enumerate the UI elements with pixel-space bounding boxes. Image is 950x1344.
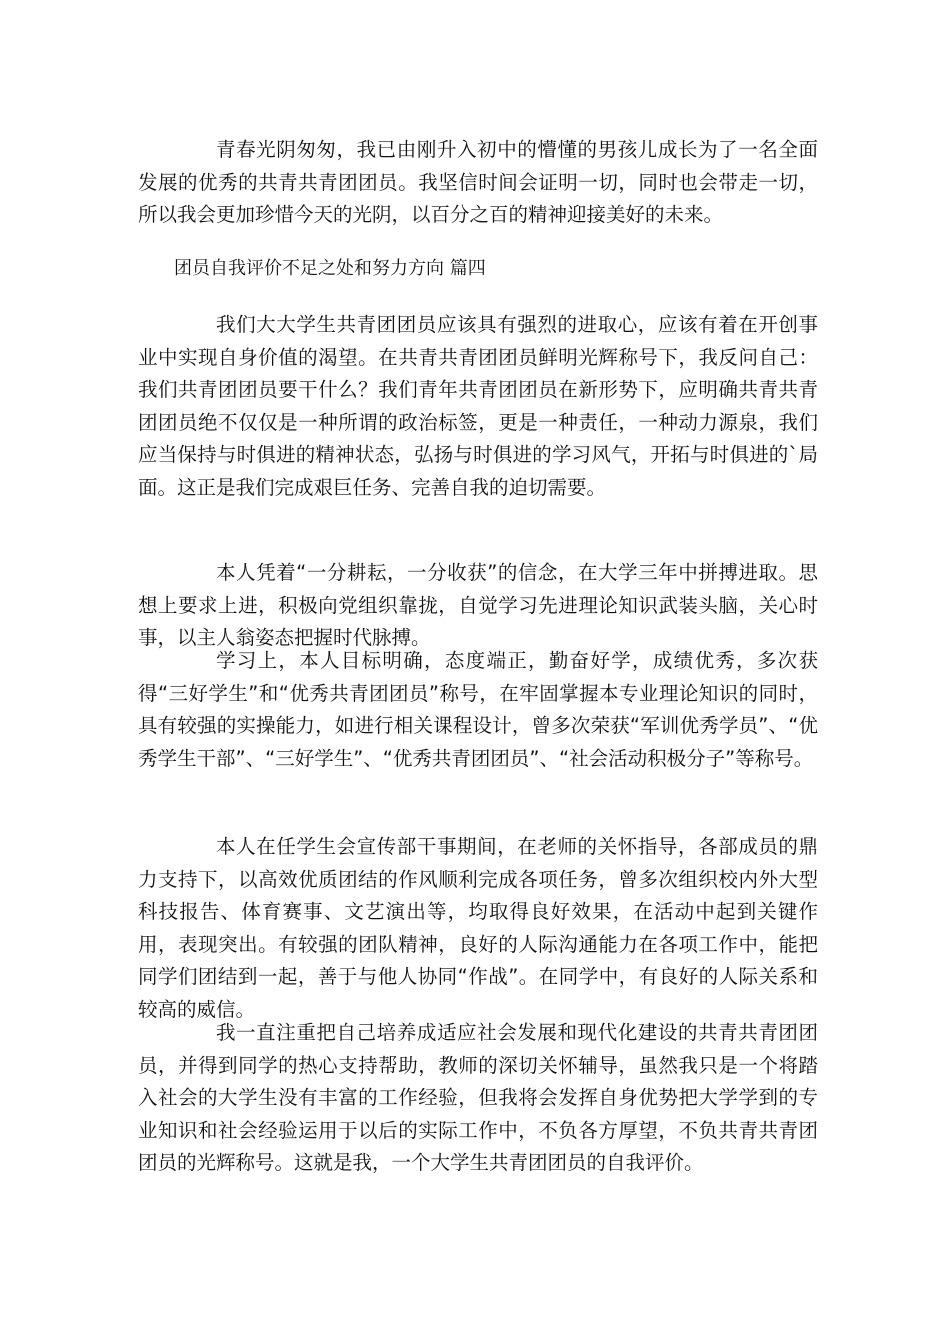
section-heading-text: 团员自我评价不足之处和努力方向 篇四 — [174, 258, 486, 279]
paragraph-text: 我们大大学生共青团团员应该具有强烈的进取心，应该有着在开创事业中实现自身价值的渴望。在共青共青团团员鲜明光辉称号下，我反问自己：我们共青团团员要干什么？我们青年共青团团员在新形势下，应明确共青共青团团员绝不仅仅是一种所谓的政治标签，更是一种责任，一种动力源泉，我们应当保持与时俱进的精神状态，弘扬与时俱进的学习风气，开拓与时俱进的`局面。这正是我们完成艰巨任务、完善自我的迫切需要。 — [138, 313, 818, 499]
paragraph-text: 我一直注重把自己培养成适应社会发展和现代化建设的共青共青团团员，并得到同学的热心支持帮助，教师的深切关怀辅导，虽然我只是一个将踏入社会的大学生没有丰富的工作经验，但我将会发挥自身优势把大学学到的专业知识和社会经验运用于以后的实际工作中，不负各方厚望，不负共青共青团团员的光辉称号。这就是我，一个大学生共青团团员的自我评价。 — [138, 1021, 818, 1174]
section-heading — [138, 253, 818, 285]
paragraph-text: 本人凭着“一分耕耘，一分收获”的信念，在大学三年中拼搏进取。思想上要求上进，积极向党组织靠拢，自觉学习先进理论知识武装头脑，关心时事，以主人翁姿态把握时代脉搏。 — [138, 561, 818, 649]
paragraph-text: 青春光阴匆匆，我已由刚升入初中的懵懂的男孩儿成长为了一名全面发展的优秀的共青共青团团员。我坚信时间会证明一切，同时也会带走一切，所以我会更加珍惜今天的光阴，以百分之百的精神迎接美好的未来。 — [138, 138, 818, 226]
document-paragraph — [138, 134, 818, 232]
document-paragraph — [138, 831, 818, 1026]
document-paragraph — [138, 557, 818, 655]
document-paragraph — [138, 645, 818, 775]
paragraph-text: 学习上，本人目标明确，态度端正，勤奋好学，成绩优秀，多次获得“三好学生”和“优秀共青团团员”称号，在牢固掌握本专业理论知识的同时，具有较强的实操能力，如进行相关课程设计，曾多次荣获“军训优秀学员”、“优秀学生干部”、“三好学生”、“优秀共青团团员”、“社会活动积极分子”等称号。 — [138, 649, 818, 770]
paragraph-text: 本人在任学生会宣传部干事期间，在老师的关怀指导，各部成员的鼎力支持下，以高效优质团结的作风顺利完成各项任务，曾多次组织校内外大型科技报告、体育赛事、文艺演出等，均取得良好效果，在活动中起到关键作用，表现突出。有较强的团队精神，良好的人际沟通能力在各项工作中，能把同学们团结到一起，善于与他人协同“作战”。在同学中，有良好的人际关系和较高的威信。 — [138, 835, 818, 1021]
document-paragraph — [138, 1017, 818, 1180]
document-paragraph — [138, 309, 818, 504]
